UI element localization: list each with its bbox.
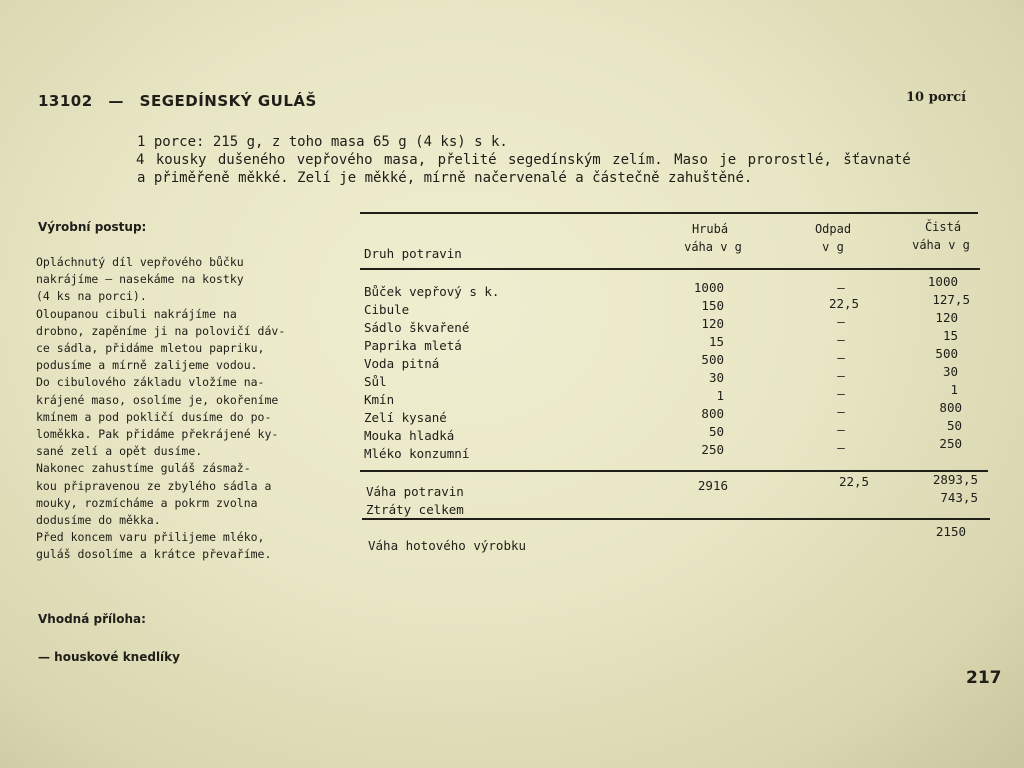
procedure-line: krájené maso, osolíme je, okořeníme: [36, 392, 279, 407]
procedure-line: (4 ks na porci).: [36, 289, 147, 304]
row-name: Bůček vepřový s k.: [364, 284, 500, 299]
page-number: 217: [966, 668, 1002, 688]
portions-label: 10 porcí: [906, 90, 967, 105]
row-gross: 150: [701, 298, 724, 313]
final-net: 2150: [935, 524, 966, 539]
procedure-line: loměkka. Pak přidáme překrájené ky-: [36, 427, 279, 442]
row-waste: —: [837, 368, 845, 383]
procedure-line: sané zelí a opět dusíme.: [36, 444, 203, 459]
row-net: 500: [935, 346, 958, 361]
procedure-line: dodusíme do měkka.: [36, 513, 161, 528]
table-final-rule: [362, 518, 990, 520]
procedure-line: guláš dosolíme a krátce převaříme.: [36, 547, 272, 562]
row-waste: 22,5: [828, 296, 860, 311]
row-name: Sůl: [364, 374, 387, 389]
loss-net: 743,5: [940, 490, 978, 505]
total-weight-gross: 2916: [697, 478, 728, 493]
row-net: 30: [942, 364, 958, 379]
row-waste: —: [837, 314, 845, 329]
procedure-line: Nakonec zahustíme guláš zásmaž-: [36, 461, 251, 476]
row-name: Paprika mletá: [364, 338, 462, 353]
header-waste-1: Odpad: [814, 222, 852, 236]
header-net-2: váha v g: [912, 238, 970, 252]
procedure-line: Oloupanou cibuli nakrájíme na: [36, 306, 237, 321]
procedure-line: nakrájíme — nasekáme na kostky: [36, 272, 244, 287]
loss-label: Ztráty celkem: [366, 502, 464, 517]
row-net: 250: [939, 436, 962, 451]
row-net: 800: [939, 400, 962, 415]
intro-line-3: a přiměřeně měkké. Zelí je měkké, mírně načervenalé a částečně zahuštěné.: [137, 170, 753, 186]
procedure-line: mouky, rozmícháme a pokrm zvolna: [36, 495, 258, 510]
row-gross: 1000: [693, 280, 724, 295]
row-gross: 250: [701, 442, 724, 457]
procedure-line: drobno, zapěníme ji na polovičí dáv-: [36, 323, 286, 338]
row-net: 1000: [927, 274, 958, 289]
row-name: Mléko konzumní: [364, 446, 470, 461]
table-top-rule: [360, 212, 978, 214]
row-waste: —: [837, 440, 845, 455]
final-label: Váha hotového výrobku: [368, 538, 527, 553]
row-waste: —: [837, 350, 845, 365]
table-totals-rule: [360, 470, 988, 472]
row-net: 1: [950, 382, 958, 397]
row-gross: 800: [701, 406, 724, 421]
recipe-name: SEGEDÍNSKÝ GULÁŠ: [139, 92, 317, 110]
row-gross: 500: [701, 352, 724, 367]
row-gross: 15: [708, 334, 724, 349]
header-net-1: Čistá: [924, 220, 962, 234]
total-weight-label: Váha potravin: [366, 484, 464, 499]
side-item: — houskové knedlíky: [38, 650, 180, 664]
row-gross: 120: [701, 316, 724, 331]
row-name: Cibule: [364, 302, 410, 317]
procedure-line: kmínem a pod pokličí dusíme do po-: [36, 409, 272, 424]
row-net: 120: [935, 310, 958, 325]
row-name: Voda pitná: [364, 356, 440, 371]
recipe-code: 13102: [38, 92, 93, 110]
procedure-line: Do cibulového základu vložíme na-: [36, 375, 265, 390]
total-weight-net: 2893,5: [932, 472, 978, 487]
row-name: Mouka hladká: [364, 428, 455, 443]
intro-line-1: 1 porce: 215 g, z toho masa 65 g (4 ks) s k.: [137, 134, 508, 150]
row-waste: —: [837, 386, 845, 401]
header-name: Druh potravin: [364, 246, 462, 261]
row-net: 127,5: [932, 292, 970, 307]
row-net: 50: [946, 418, 962, 433]
table-header-rule: [360, 268, 980, 270]
procedure-line: Opláchnutý díl vepřového bůčku: [36, 255, 244, 269]
recipe-title: [38, 92, 317, 110]
side-heading: Vhodná příloha:: [38, 612, 146, 626]
row-gross: 50: [708, 424, 724, 439]
row-name: Zelí kysané: [364, 410, 447, 425]
procedure-text: [36, 254, 336, 564]
procedure-line: podusíme a mírně zalijeme vodou.: [36, 358, 258, 373]
row-waste: —: [837, 422, 845, 437]
intro-line-2: 4 kousky dušeného vepřového masa, přelité segedínským zelím. Maso je prorostlé, šťavnaté: [136, 152, 911, 168]
row-waste: —: [837, 280, 845, 295]
row-waste: —: [837, 332, 845, 347]
row-waste: —: [837, 404, 845, 419]
header-gross-2: váha v g: [684, 240, 742, 254]
procedure-line: kou připravenou ze zbylého sádla a: [36, 478, 272, 493]
total-weight-waste: 22,5: [838, 474, 870, 489]
header-waste-2: v g: [822, 240, 844, 254]
procedure-line: Před koncem varu přilijeme mléko,: [36, 530, 265, 545]
row-name: Sádlo škvařené: [364, 320, 470, 335]
procedure-line: ce sádla, přidáme mletou papriku,: [36, 341, 265, 356]
title-dash: —: [108, 92, 124, 110]
row-name: Kmín: [364, 392, 395, 407]
row-net: 15: [942, 328, 958, 343]
row-gross: 1: [716, 388, 724, 403]
header-gross-1: Hrubá: [691, 222, 729, 236]
procedure-heading: Výrobní postup:: [38, 220, 147, 234]
row-gross: 30: [708, 370, 724, 385]
